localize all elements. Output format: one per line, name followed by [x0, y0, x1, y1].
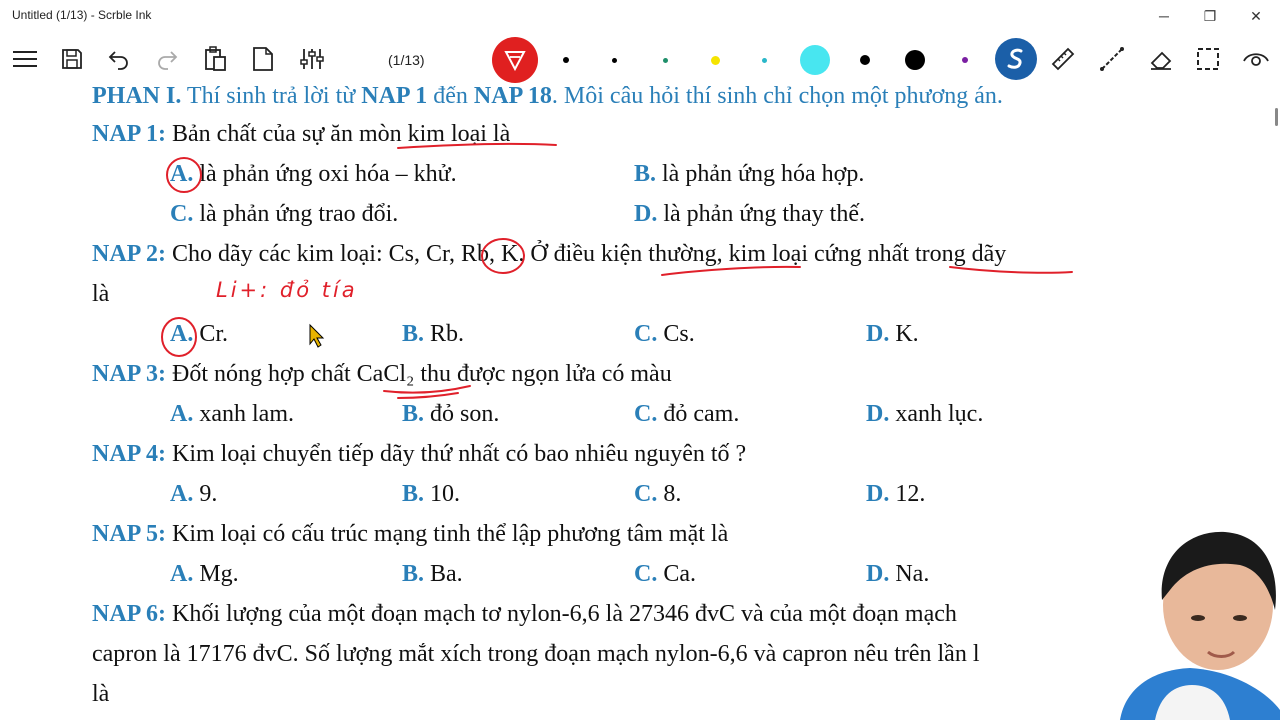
undo-icon — [107, 47, 131, 71]
view-button[interactable] — [1237, 40, 1275, 78]
q1-option-a: A. là phản ứng oxi hóa – khử. — [170, 161, 457, 187]
save-icon — [60, 47, 84, 71]
pen-color-teal[interactable] — [762, 58, 767, 63]
menu-button[interactable] — [6, 40, 44, 78]
redo-icon — [155, 47, 179, 71]
menu-icon — [12, 49, 38, 69]
window-title: Untitled (1/13) - Scrble Ink — [12, 8, 152, 22]
q3-option-c: C. đỏ cam. — [634, 401, 740, 427]
pen-color-yellow[interactable] — [711, 56, 720, 65]
eraser-button[interactable] — [1142, 40, 1180, 78]
selection-icon — [1195, 46, 1221, 72]
q4-option-a: A. 9. — [170, 481, 218, 507]
q1-option-d: D. là phản ứng thay thế. — [634, 201, 865, 227]
restore-button[interactable] — [1187, 0, 1233, 32]
q2-option-d: D. K. — [866, 321, 919, 347]
question-3: NAP 3: Đốt nóng hợp chất CaCl₂ thu được ngọn lửa có màu — [92, 361, 672, 387]
page-counter[interactable]: (1/13) — [388, 52, 425, 68]
line-tool-button[interactable] — [1093, 40, 1131, 78]
ink-handwriting: Li+: đỏ tía — [216, 278, 358, 302]
minimize-icon: ─ — [1159, 8, 1169, 24]
scrble-logo-icon — [1003, 46, 1029, 72]
q5-option-a: A. Mg. — [170, 561, 239, 587]
ruler-icon — [1050, 46, 1076, 72]
question-6: NAP 6: Khối lượng của một đoạn mạch tơ nylon-6,6 là 27346 đvC và của một đoạn mạch — [92, 601, 957, 627]
selection-button[interactable] — [1189, 40, 1227, 78]
restore-icon: ❐ — [1203, 7, 1217, 24]
q5-option-d: D. Na. — [866, 561, 930, 587]
q2-option-a: A. Cr. — [170, 321, 229, 347]
new-page-icon — [252, 46, 274, 72]
eraser-icon — [1148, 46, 1174, 72]
pen-color-purple[interactable] — [962, 57, 968, 63]
title-bar — [0, 0, 1280, 32]
q5-option-c: C. Ca. — [634, 561, 697, 587]
line-tool-icon — [1099, 46, 1125, 72]
settings-sliders-button[interactable] — [293, 40, 331, 78]
q1-option-c: C. là phản ứng trao đổi. — [170, 201, 399, 227]
document-canvas[interactable] — [0, 86, 1280, 720]
scrollbar-thumb[interactable] — [1275, 108, 1278, 126]
q2-option-b: B. Rb. — [402, 321, 465, 347]
question-4: NAP 4: Kim loại chuyển tiếp dãy thứ nhất có bao nhiêu nguyên tố ? — [92, 441, 747, 467]
pen-color-black-medium[interactable] — [860, 55, 870, 65]
redo-button[interactable] — [148, 40, 186, 78]
pen-tool-icon — [503, 48, 527, 72]
pen-color-black-large[interactable] — [905, 50, 925, 70]
question-1: NAP 1: Bản chất của sự ăn mòn kim loại là — [92, 121, 511, 147]
q1-option-b: B. là phản ứng hóa hợp. — [634, 161, 865, 187]
close-button[interactable] — [1233, 0, 1279, 32]
paste-button[interactable] — [196, 40, 234, 78]
q3-option-a: A. xanh lam. — [170, 401, 294, 427]
q3-option-b: B. đỏ son. — [402, 401, 500, 427]
ruler-button[interactable] — [1044, 40, 1082, 78]
question-2: NAP 2: Cho dãy các kim loại: Cs, Cr, Rb, K. Ở điều kiện thường, kim loại cứng nhất trong dãy — [92, 241, 1007, 267]
pen-color-black-tiny[interactable] — [612, 58, 617, 63]
q4-option-c: C. 8. — [634, 481, 682, 507]
highlighter-cyan[interactable] — [800, 45, 830, 75]
view-icon — [1242, 48, 1270, 70]
section-part: PHAN I. — [92, 86, 182, 109]
q2-option-c: C. Cs. — [634, 321, 695, 347]
undo-button[interactable] — [100, 40, 138, 78]
settings-sliders-icon — [299, 47, 325, 71]
presenter-webcam — [1100, 520, 1280, 720]
section-header: PHAN I. Thí sinh trả lời từ NAP 1 đến NAP 18. Môi câu hỏi thí sinh chỉ chọn một phương án. — [92, 86, 1003, 110]
paste-icon — [203, 46, 227, 72]
save-button[interactable] — [53, 40, 91, 78]
close-icon: ✕ — [1250, 7, 1262, 24]
q5-option-b: B. Ba. — [402, 561, 463, 587]
minimize-button[interactable] — [1141, 0, 1187, 32]
pen-tool-button[interactable] — [492, 37, 538, 83]
pen-color-black-small[interactable] — [563, 57, 569, 63]
toolbar — [0, 32, 1280, 86]
question-2-cont: là — [92, 281, 110, 307]
q3-option-d: D. xanh lục. — [866, 401, 984, 427]
pen-color-green[interactable] — [663, 58, 668, 63]
q4-option-b: B. 10. — [402, 481, 461, 507]
question-6-cont-1: capron là 17176 đvC. Số lượng mắt xích trong đoạn mạch nylon-6,6 và capron nêu trên lần l — [92, 641, 980, 667]
q4-option-d: D. 12. — [866, 481, 926, 507]
question-6-cont-2: là — [92, 681, 110, 707]
scrble-logo-button[interactable] — [995, 38, 1037, 80]
new-page-button[interactable] — [244, 40, 282, 78]
question-5: NAP 5: Kim loại có cấu trúc mạng tinh thể lập phương tâm mặt là — [92, 521, 729, 547]
